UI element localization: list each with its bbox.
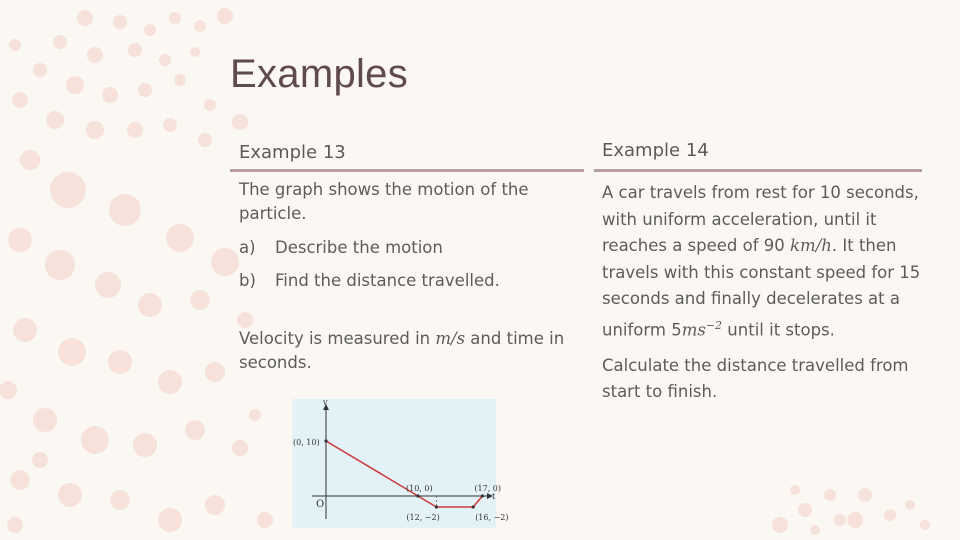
decor-dot [159, 54, 171, 66]
example-14-divider [594, 169, 922, 172]
question-a-label: a) [239, 238, 256, 257]
decor-dot [113, 15, 127, 29]
decor-dot [109, 194, 141, 226]
decor-dot [81, 426, 109, 454]
decor-dot [20, 150, 40, 170]
decor-dot [858, 488, 872, 502]
decor-dot [33, 408, 57, 432]
decor-dot [163, 118, 177, 132]
graph-point-label: (10, 0) [406, 484, 433, 493]
decor-dot [772, 517, 788, 533]
decor-dot [190, 290, 210, 310]
origin-label: O [316, 499, 325, 510]
decor-dot [33, 63, 47, 77]
decor-dot [58, 338, 86, 366]
decor-dot [905, 500, 915, 510]
units-suffix: and time in seconds. [239, 329, 565, 372]
question-a [239, 236, 569, 260]
problem-text-part2: . It then travels with this constant speed for 15 seconds and finally decelerates at a uniform 5 [602, 236, 921, 339]
example-13-body [239, 178, 569, 375]
decor-dot [10, 470, 30, 490]
decor-dot [232, 440, 248, 456]
decor-dot [45, 250, 75, 280]
example-14-body [602, 180, 922, 406]
decor-dot [13, 318, 37, 342]
decor-dot [9, 39, 21, 51]
question-b-text: Find the distance travelled. [275, 271, 500, 290]
accel-unit-math: ms [681, 320, 706, 339]
decor-dot [7, 517, 23, 533]
decor-dot [138, 293, 162, 317]
graph-point [435, 505, 438, 508]
graph-points [293, 438, 509, 522]
units-prefix: Velocity is measured in [239, 329, 436, 348]
decor-dot [798, 503, 812, 517]
decor-dot [58, 483, 82, 507]
decor-dot [102, 87, 118, 103]
decor-dot [128, 43, 142, 57]
decor-dot [127, 122, 143, 138]
decor-dot [133, 433, 157, 457]
decor-dot [204, 99, 216, 111]
decor-dot [169, 12, 181, 24]
decor-dot [77, 10, 93, 26]
speed-unit-math: km/h [790, 236, 832, 255]
t-axis-label: t [492, 492, 496, 501]
problem-text-part1: A car travels from rest for 10 seconds, with uniform acceleration, until it reaches a speed of 90 [602, 183, 919, 255]
decor-dot [884, 509, 896, 521]
decor-dot [50, 172, 86, 208]
v-axis-label: v [323, 398, 328, 407]
decor-dot [920, 520, 930, 530]
example-13-divider [230, 169, 584, 172]
decor-dot [108, 350, 132, 374]
decor-dot [0, 381, 17, 399]
decor-dot [810, 525, 820, 535]
decor-dot [190, 47, 200, 57]
example-13-intro: The graph shows the motion of the particle. [239, 180, 529, 223]
question-a-text: Describe the motion [275, 238, 443, 257]
decor-dot [158, 370, 182, 394]
graph-point-label: (0, 10) [293, 438, 320, 447]
accel-unit-exponent: −2 [705, 318, 723, 332]
decor-dot [53, 35, 67, 49]
decor-dot [185, 420, 205, 440]
decor-dot [66, 76, 84, 94]
velocity-time-graph [292, 398, 509, 528]
decor-dot [144, 24, 156, 36]
decor-dot [198, 133, 212, 147]
example-14-heading: Example 14 [602, 140, 709, 161]
decor-dot [110, 490, 130, 510]
decor-dot [257, 512, 273, 528]
decor-dot [87, 47, 103, 63]
graph-point [481, 494, 484, 497]
graph-point-label: (16, −2) [475, 513, 509, 522]
decor-dot [86, 121, 104, 139]
graph-point [324, 439, 327, 442]
graph-point-label: (12, −2) [406, 513, 440, 522]
decor-dot [194, 20, 206, 32]
question-b [239, 269, 569, 293]
decor-dot [46, 111, 64, 129]
decor-dot [158, 508, 182, 532]
decor-dot [205, 362, 225, 382]
decor-dot [790, 485, 800, 495]
problem-text-part3: until it stops. [722, 320, 835, 339]
decor-dot [95, 272, 121, 298]
units-math: m/s [435, 329, 466, 348]
velocity-line [326, 441, 482, 507]
decor-dot [249, 409, 261, 421]
decor-dot [834, 514, 846, 526]
slide-title: Examples [230, 52, 409, 96]
example-13-heading: Example 13 [239, 142, 346, 163]
question-b-label: b) [239, 271, 256, 290]
graph-point-label: (17, 0) [474, 484, 502, 493]
decor-dot [847, 512, 863, 528]
decor-dot [138, 83, 152, 97]
decor-dot [217, 8, 233, 24]
example-14-problem [602, 180, 922, 344]
graph-point [416, 494, 419, 497]
decor-dot [32, 452, 48, 468]
decor-dot [211, 248, 239, 276]
decor-dot [824, 489, 836, 501]
decor-dot [12, 92, 28, 108]
decor-dot [166, 224, 194, 252]
decor-dot [205, 495, 225, 515]
units-note [239, 327, 569, 375]
graph-point [472, 505, 475, 508]
decor-dot [232, 114, 248, 130]
decor-dot [174, 74, 186, 86]
decor-dot [8, 228, 32, 252]
example-14-question: Calculate the distance travelled from start to finish. [602, 355, 909, 401]
